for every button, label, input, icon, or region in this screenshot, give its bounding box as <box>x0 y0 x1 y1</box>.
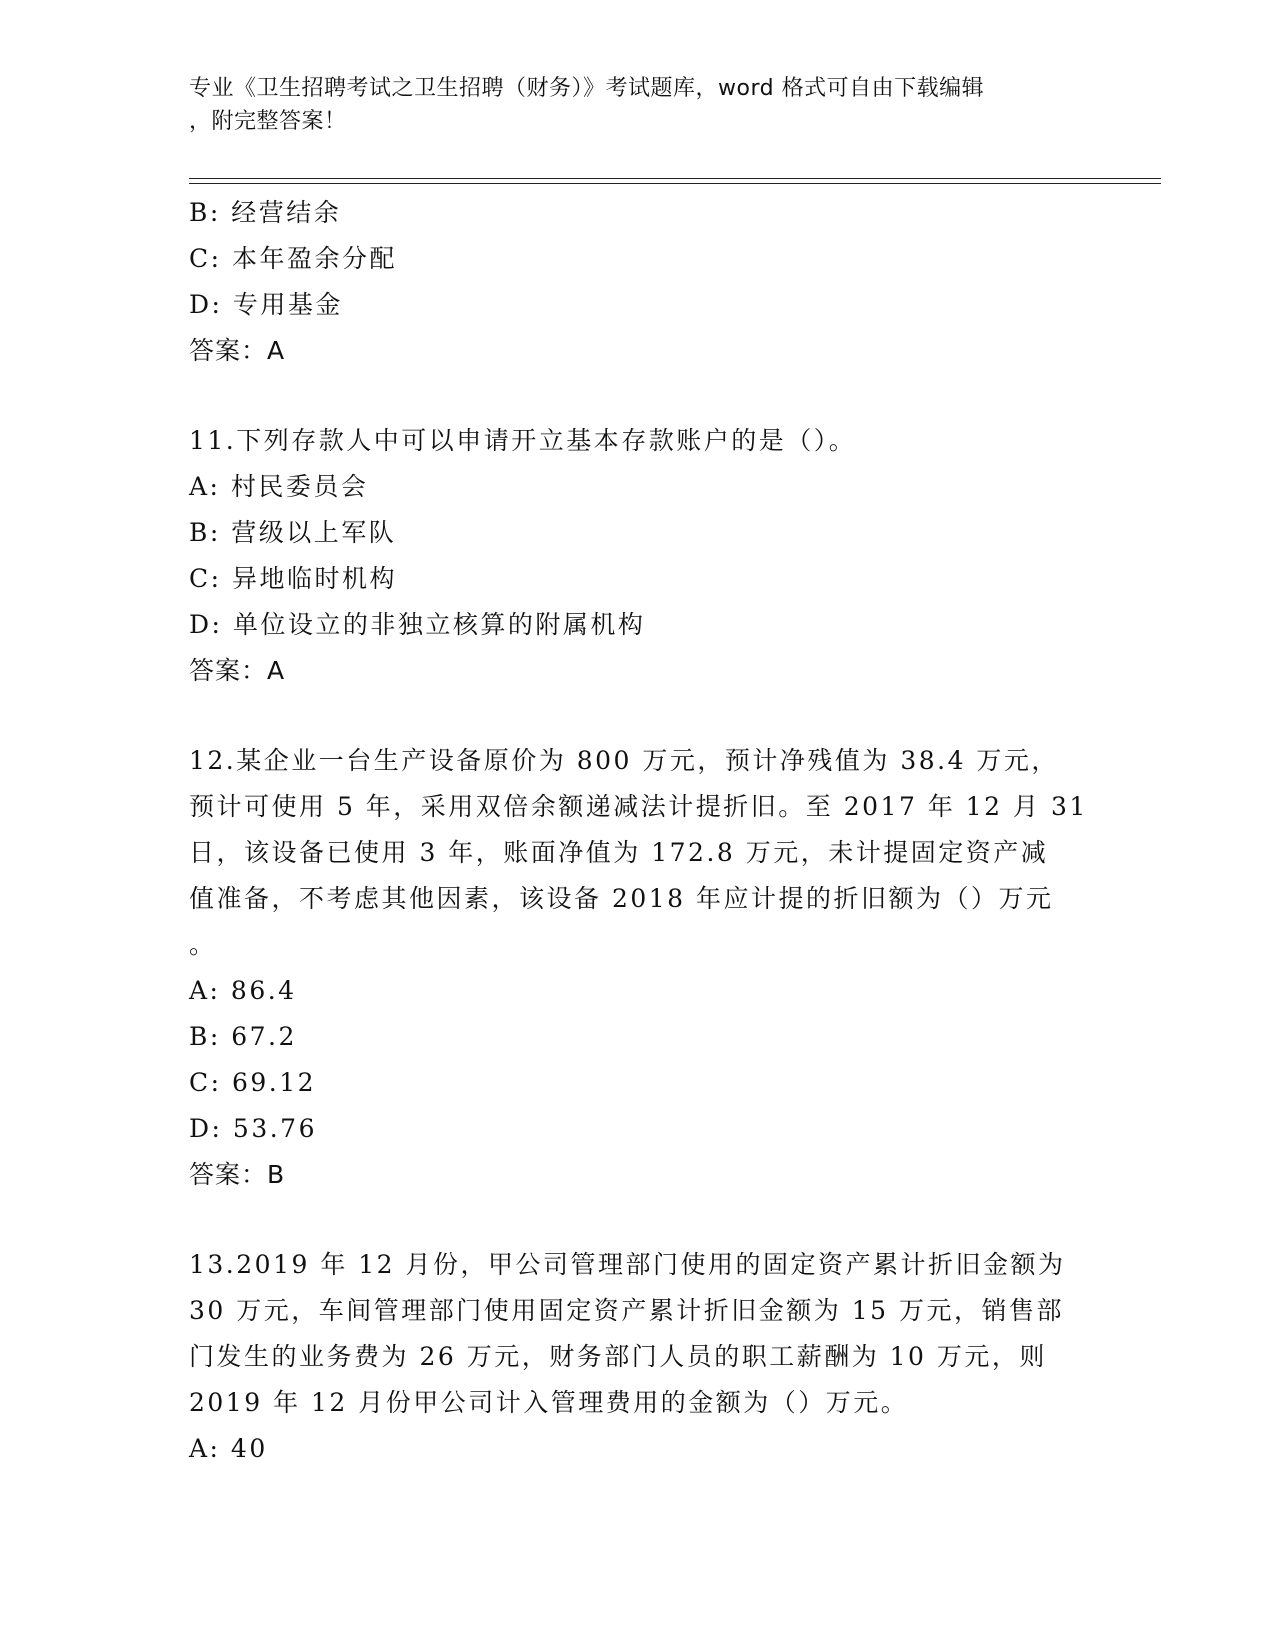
header-line-2: ，附完整答案！ <box>189 109 347 134</box>
stem-line: 日，该设备已使用 3 年，账面净值为 172.8 万元，未计提固定资产减 <box>189 838 1049 867</box>
option-a: A: 40 <box>189 1434 268 1463</box>
question-13 <box>189 1242 1089 1472</box>
option-d: D: 53.76 <box>189 1114 317 1143</box>
option-d: D: 专用基金 <box>189 290 343 319</box>
stem-line: 预计可使用 5 年，采用双倍余额递减法计提折旧。至 2017 年 12 月 31 <box>189 792 1088 821</box>
spacer <box>189 1198 1089 1242</box>
question-stem <box>189 738 1089 968</box>
document-header <box>189 72 1069 138</box>
stem-line: 12.某企业一台生产设备原价为 800 万元，预计净残值为 38.4 万元， <box>189 746 1059 775</box>
answer-line: 答案：A <box>189 336 286 365</box>
question-stem <box>189 1242 1089 1426</box>
header-line-1: 专业《卫生招聘考试之卫生招聘（财务）》考试题库，word 格式可自由下载编辑 <box>189 76 985 101</box>
option-a: A: 村民委员会 <box>189 472 369 501</box>
question-12 <box>189 738 1089 1198</box>
option-b: B: 营级以上军队 <box>189 518 397 547</box>
spacer <box>189 374 1089 418</box>
question-10-continued <box>189 190 1089 374</box>
option-c: C: 异地临时机构 <box>189 564 397 593</box>
stem-line: 门发生的业务费为 26 万元，财务部门人员的职工薪酬为 10 万元，则 <box>189 1342 1047 1371</box>
answer-line: 答案：B <box>189 1160 286 1189</box>
header-divider-bottom <box>189 183 1161 184</box>
option-a: A: 86.4 <box>189 976 297 1005</box>
option-b: B: 经营结余 <box>189 198 342 227</box>
option-c: C: 69.12 <box>189 1068 317 1097</box>
stem-line: 13.2019 年 12 月份，甲公司管理部门使用的固定资产累计折旧金额为 <box>189 1250 1066 1279</box>
option-d: D: 单位设立的非独立核算的附属机构 <box>189 610 646 639</box>
answer-line: 答案：A <box>189 656 286 685</box>
stem-line: 2019 年 12 月份甲公司计入管理费用的金额为（）万元。 <box>189 1388 909 1417</box>
stem-line: 。 <box>189 930 217 959</box>
stem-line: 值准备，不考虑其他因素，该设备 2018 年应计提的折旧额为（）万元 <box>189 884 1054 913</box>
document-body <box>189 190 1089 1472</box>
option-b: B: 67.2 <box>189 1022 297 1051</box>
header-divider-top <box>189 178 1161 179</box>
option-c: C: 本年盈余分配 <box>189 244 397 273</box>
stem-line: 30 万元，车间管理部门使用固定资产累计折旧金额为 15 万元，销售部 <box>189 1296 1064 1325</box>
spacer <box>189 694 1089 738</box>
question-stem: 11.下列存款人中可以申请开立基本存款账户的是（）。 <box>189 426 857 455</box>
question-11 <box>189 418 1089 694</box>
